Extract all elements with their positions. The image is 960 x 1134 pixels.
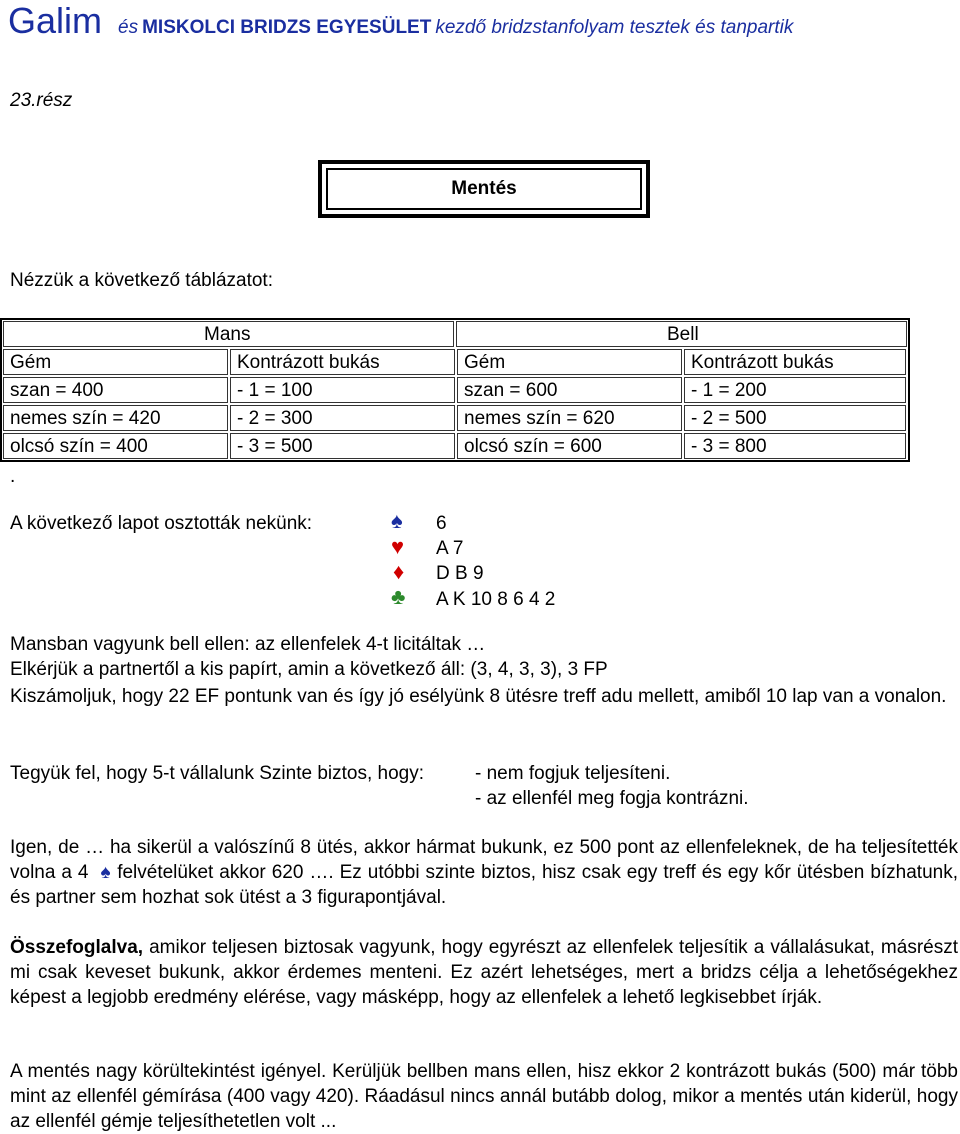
table-cell: - 3 = 500: [230, 433, 455, 459]
table-cell: szan = 400: [3, 377, 228, 403]
header-subtitle: kezdő bridzstanfolyam tesztek és tanpartik: [435, 17, 794, 38]
table-cell: szan = 600: [457, 377, 682, 403]
summary-bold-lead: Összefoglalva,: [10, 937, 144, 958]
table-cell: olcsó szín = 600: [457, 433, 682, 459]
page-title: Mentés: [326, 168, 642, 210]
diamond-icon: ♦: [393, 559, 405, 584]
page-header: [8, 0, 793, 42]
table-cell: nemes szín = 420: [3, 405, 228, 431]
hand-diamonds: D B 9: [436, 563, 484, 584]
title-box: [318, 160, 650, 218]
separator-dot: .: [10, 466, 16, 487]
line-points: Kiszámoljuk, hogy 22 EF pontunk van és így jó esélyünk 8 ütésre treff adu mellett, amiből 10 lap van a vonalon.: [10, 686, 947, 707]
table-header-cell: Kontrázott bukás: [684, 349, 906, 375]
summary-text: amikor teljesen biztosak vagyunk, hogy egyrészt az ellenfelek teljesítik a vállalásukat, másrészt mi csak keveset bukunk, akkor érdemes menteni. Ez azért lehetséges, mert a bridzs célja a lehetőségekhez képest a legjobb eredmény elérése, vagy másképp, hogy az ellenfelek a lehető legkisebbet írják.: [10, 937, 958, 1008]
paragraph-caution: A mentés nagy körültekintést igényel. Kerüljük bellben mans ellen, hisz ekkor 2 kontrázott bukás (500) már több mint az ellenfél gémírása (400 vagy 420). Ráadásul nincs annál butább dolog, mikor a mentés után kiderül, hogy az ellenfél gémje teljesíthetetlen volt ...: [10, 1061, 958, 1132]
line-partner-paper: Elkérjük a partnertől a kis papírt, amin a következő áll: (3, 4, 3, 3), 3 FP: [10, 659, 608, 680]
table-header-cell: Gém: [457, 349, 682, 375]
table-cell: - 2 = 500: [684, 405, 906, 431]
suppose-label: Tegyük fel, hogy 5-t vállalunk Szinte biztos, hogy:: [10, 763, 425, 784]
intro-text: Nézzük a következő táblázatot:: [10, 270, 273, 291]
table-group-mans: Mans: [3, 321, 454, 347]
hand-clubs: A K 10 8 6 4 2: [436, 589, 556, 610]
paragraph-analysis: [10, 835, 958, 910]
hand-label: A következő lapot osztották nekünk:: [10, 513, 313, 534]
table-row: [2, 432, 908, 460]
suppose-item-2: - az ellenfél meg fogja kontrázni.: [475, 788, 749, 809]
suppose-item-1: - nem fogjuk teljesíteni.: [475, 763, 671, 784]
part-number: 23.rész: [10, 90, 73, 111]
hand-hearts: A 7: [436, 538, 464, 559]
spade-icon: ♠: [391, 508, 403, 533]
table-group-bell: Bell: [456, 321, 907, 347]
table-row: [2, 404, 908, 432]
paragraph-analysis-end: felvételüket akkor 620 …. Ez utóbbi szinte biztos, hisz csak egy treff és egy kőr ütésben bízhatunk, és partner sem hozhat sok ütést a 3 figurapontjával.: [10, 862, 958, 908]
table-cell: olcsó szín = 400: [3, 433, 228, 459]
heart-icon: ♥: [391, 534, 405, 559]
table-header-cell: Gém: [3, 349, 228, 375]
table-cell: - 1 = 100: [230, 377, 455, 403]
table-header-cell: Kontrázott bukás: [230, 349, 455, 375]
spade-icon: ♠: [100, 862, 112, 883]
header-galim: Galim: [8, 0, 103, 41]
line-bidding: Mansban vagyunk bell ellen: az ellenfelek 4-t licitáltak …: [10, 634, 486, 655]
table-cell: - 1 = 200: [684, 377, 906, 403]
table-row: [2, 376, 908, 404]
paragraph-summary: [10, 935, 958, 1010]
header-es: és: [118, 17, 139, 38]
table-column-header: [2, 348, 908, 376]
table-cell: nemes szín = 620: [457, 405, 682, 431]
header-club-name: MISKOLCI BRIDZS EGYESÜLET: [142, 17, 432, 38]
club-icon: ♣: [391, 584, 406, 609]
paragraph-analysis-start: Igen, de … ha sikerül a valószínű 8 ütés, akkor hármat bukunk, ez 500 pont az ellenfeleknek, de ha teljesítették volna a 4: [10, 837, 958, 883]
table-cell: - 2 = 300: [230, 405, 455, 431]
table-cell: - 3 = 800: [684, 433, 906, 459]
hand-spades: 6: [436, 513, 447, 534]
score-table: [0, 318, 910, 462]
table-group-header: [2, 320, 908, 348]
